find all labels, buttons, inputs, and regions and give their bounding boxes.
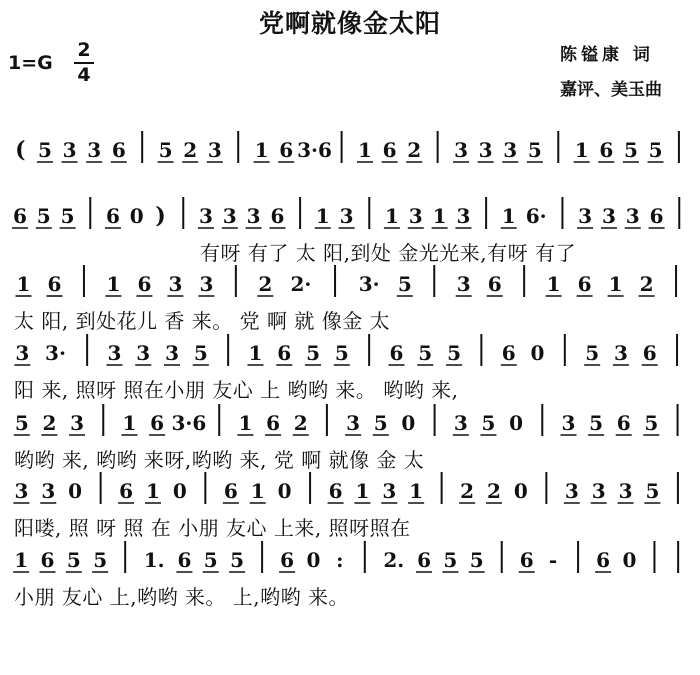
note: 3 <box>199 272 214 296</box>
note: 5 <box>623 138 638 162</box>
note: 5 <box>36 204 51 228</box>
note: 5 <box>644 411 659 435</box>
note: 6 <box>223 479 238 503</box>
lyrics-line: 太 阳, 到处花儿 香 来。 党 啊 就 像金 太 <box>14 309 391 333</box>
note: 6 <box>616 411 631 435</box>
note: 0 <box>513 479 528 503</box>
lyrics-line: 小朋 友心 上,哟哟 来。 上,哟哟 来。 <box>14 585 350 609</box>
note: 5 <box>306 341 320 365</box>
note: 1 <box>106 272 121 296</box>
key-signature: 1=G <box>8 52 53 74</box>
composer-credit: 嘉评、美玉曲 <box>560 80 662 100</box>
note: 5 <box>397 272 412 296</box>
note: 6 <box>105 204 120 228</box>
note: 6 <box>137 272 152 296</box>
note: 3·6 <box>171 411 207 435</box>
note: 6 <box>280 548 295 572</box>
note: 2 <box>183 138 198 162</box>
note: 1 <box>358 138 372 162</box>
note: 5 <box>66 548 81 572</box>
song-title: 党啊就像金太阳 <box>258 9 441 38</box>
note: 3 <box>618 479 633 503</box>
time-signature-top: 2 <box>77 39 91 61</box>
note: 0 <box>401 411 416 435</box>
note: 0 <box>68 479 83 503</box>
note: 5 <box>527 138 542 162</box>
lyricist-credit: 陈镒康 词 <box>560 45 654 65</box>
note: 6 <box>12 204 27 228</box>
note: 5 <box>334 341 349 365</box>
note: 3 <box>222 204 237 228</box>
note: 5 <box>589 411 604 435</box>
note: 0 <box>306 548 321 572</box>
note: 1 <box>146 479 160 503</box>
note: 6 <box>119 479 134 503</box>
lyrics-line: 阳 来, 照呀 照在小朋 友心 上 哟哟 来。 哟哟 来, <box>14 378 459 402</box>
note: 6 <box>177 548 192 572</box>
note: 3 <box>456 204 471 228</box>
note: 6 <box>487 272 502 296</box>
note: 6 <box>382 138 397 162</box>
note: 5 <box>469 548 484 572</box>
note: 3 <box>564 479 579 503</box>
note: 3 <box>136 341 151 365</box>
note: 6 <box>642 341 657 365</box>
note: 3 <box>503 138 518 162</box>
lyrics-line: 哟哟 来, 哟哟 来呀,哟哟 来, 党 啊 就像 金 太 <box>14 448 425 472</box>
note: 1 <box>574 138 589 162</box>
note: 0 <box>172 479 187 503</box>
note: 1 <box>250 479 265 503</box>
note: 2 <box>460 479 475 503</box>
note: 5 <box>645 479 660 503</box>
note: 3 <box>62 138 77 162</box>
note: : <box>336 548 344 572</box>
note: 3 <box>87 138 102 162</box>
note: ( <box>15 137 26 163</box>
note: 5 <box>203 548 218 572</box>
note: 3·6 <box>297 138 332 162</box>
note: 1. <box>143 548 165 572</box>
note: 1 <box>546 272 561 296</box>
note: 6 <box>270 204 285 228</box>
note: 5 <box>443 548 458 572</box>
note: 6 <box>596 548 611 572</box>
note: 3 <box>15 341 30 365</box>
note: 3 <box>41 479 56 503</box>
note: 1 <box>248 341 263 365</box>
note: 3 <box>625 204 640 228</box>
note: 6 <box>277 341 292 365</box>
note: 1 <box>16 272 31 296</box>
note: 3 <box>165 341 179 365</box>
note: 2. <box>383 548 405 572</box>
note: 2 <box>639 272 654 296</box>
note: 3 <box>578 204 593 228</box>
note: 6 <box>649 204 664 228</box>
note: 3 <box>454 138 468 162</box>
note: 2· <box>290 272 312 296</box>
note: 3 <box>198 204 213 228</box>
note: 5 <box>14 411 29 435</box>
note: 6 <box>266 411 281 435</box>
note: 6 <box>417 548 432 572</box>
note: 6 <box>519 548 534 572</box>
note: 2 <box>258 272 273 296</box>
note: 3 <box>14 479 29 503</box>
note: 1 <box>355 479 370 503</box>
note: - <box>548 548 558 572</box>
note: 5 <box>158 138 173 162</box>
note: 3 <box>561 411 576 435</box>
note: 3 <box>456 272 471 296</box>
note: 0 <box>530 341 545 365</box>
lyrics-line: 有呀 有了 太 阳,到处 金光光来,有呀 有了 <box>200 241 577 265</box>
note: 3 <box>382 479 397 503</box>
note: 6 <box>577 272 592 296</box>
note: 5 <box>648 138 663 162</box>
note: ) <box>155 203 166 229</box>
note: 6 <box>389 341 404 365</box>
note: 6 <box>328 479 343 503</box>
note: 3 <box>601 204 616 228</box>
note: 5 <box>93 548 108 572</box>
note: 3 <box>207 138 222 162</box>
note: 3 <box>70 411 84 435</box>
note: 1 <box>608 272 623 296</box>
note: 1 <box>122 411 137 435</box>
note: 1 <box>238 411 253 435</box>
note: 2 <box>487 479 501 503</box>
note: 0 <box>509 411 524 435</box>
note: 6 <box>279 138 294 162</box>
note: 1 <box>315 204 330 228</box>
lyrics-line: 阳喽, 照 呀 照 在 小朋 友心 上来, 照呀照在 <box>14 516 411 540</box>
note: 1 <box>409 479 424 503</box>
note: 1 <box>384 204 399 228</box>
note: 3 <box>346 411 361 435</box>
note: 6 <box>501 341 516 365</box>
note: 6 <box>150 411 165 435</box>
note: 3· <box>45 341 66 365</box>
note: 6· <box>525 204 547 228</box>
note: 3 <box>591 479 606 503</box>
note: 5 <box>447 341 461 365</box>
time-signature-bottom: 4 <box>77 64 91 86</box>
note: 2 <box>293 411 308 435</box>
note: 5 <box>481 411 496 435</box>
note: 5 <box>585 341 600 365</box>
note: 3· <box>358 272 380 296</box>
note: 3 <box>168 272 183 296</box>
note: 5 <box>60 204 75 228</box>
note: 3 <box>478 138 493 162</box>
note: 0 <box>129 204 144 228</box>
note: 1 <box>432 204 447 228</box>
note: 5 <box>418 341 433 365</box>
note: 1 <box>14 548 29 572</box>
note: 6 <box>47 272 62 296</box>
note: 6 <box>599 138 614 162</box>
note: 1 <box>501 204 516 228</box>
note: 2 <box>42 411 57 435</box>
note: 1 <box>254 138 269 162</box>
note: 5 <box>230 548 245 572</box>
note: 3 <box>408 204 423 228</box>
note: 5 <box>193 341 208 365</box>
note: 5 <box>373 411 388 435</box>
note: 2 <box>407 138 422 162</box>
note: 3 <box>246 204 261 228</box>
note: 6 <box>111 138 126 162</box>
note: 3 <box>613 341 628 365</box>
note: 6 <box>40 548 55 572</box>
note: 0 <box>622 548 637 572</box>
note: 0 <box>277 479 292 503</box>
note: 3 <box>453 411 468 435</box>
note: 5 <box>37 138 52 162</box>
note: 3 <box>339 204 354 228</box>
note: 3 <box>107 341 122 365</box>
